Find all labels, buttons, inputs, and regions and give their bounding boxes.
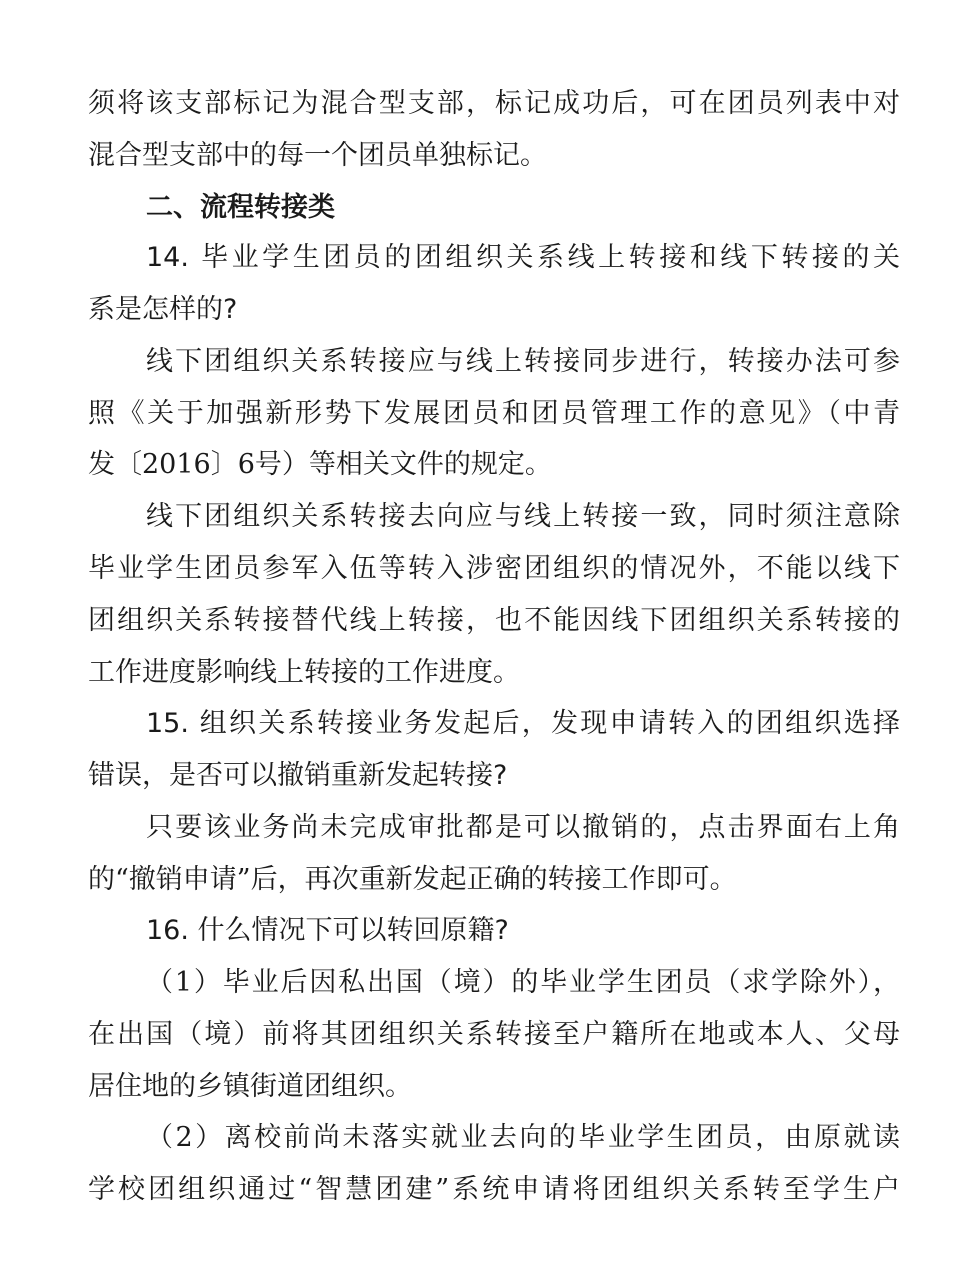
- paragraph-line: 的“撤销申请”后，再次重新发起正确的转接工作即可。: [88, 864, 737, 895]
- section-heading: 二、流程转接类: [146, 192, 335, 223]
- question-16-line: 16. 什么情况下可以转回原籍?: [146, 915, 509, 946]
- question-15-line: 15. 组织关系转接业务发起后，发现申请转入的团组织选择: [146, 708, 900, 739]
- paragraph-line: 须将该支部标记为混合型支部，标记成功后，可在团员列表中对: [88, 88, 900, 119]
- question-15-line: 错误，是否可以撤销重新发起转接?: [88, 760, 508, 791]
- paragraph-line: 线下团组织关系转接应与线上转接同步进行，转接办法可参: [146, 346, 900, 377]
- paragraph-line: 毕业学生团员参军入伍等转入涉密团组织的情况外，不能以线下: [88, 553, 900, 584]
- list-item-line: 在出国（境）前将其团组织关系转接至户籍所在地或本人、父母: [88, 1019, 900, 1050]
- list-item-line: （2）离校前尚未落实就业去向的毕业学生团员，由原就读: [146, 1122, 900, 1153]
- question-14-line: 14. 毕业学生团员的团组织关系线上转接和线下转接的关: [146, 242, 900, 273]
- paragraph-line: 线下团组织关系转接去向应与线上转接一致，同时须注意除: [146, 501, 900, 532]
- question-14-line: 系是怎样的?: [88, 294, 238, 325]
- list-item-line: 学校团组织通过“智慧团建”系统申请将团组织关系转至学生户: [88, 1174, 900, 1205]
- paragraph-line: 照《关于加强新形势下发展团员和团员管理工作的意见》（中青: [88, 398, 900, 429]
- paragraph-line: 只要该业务尚未完成审批都是可以撤销的，点击界面右上角: [146, 812, 900, 843]
- paragraph-line: 工作进度影响线上转接的工作进度。: [88, 657, 520, 688]
- paragraph-line: 团组织关系转接替代线上转接，也不能因线下团组织关系转接的: [88, 605, 900, 636]
- list-item-line: 居住地的乡镇街道团组织。: [88, 1071, 412, 1102]
- paragraph-line: 混合型支部中的每一个团员单独标记。: [88, 140, 547, 171]
- paragraph-line: 发〔2016〕6号）等相关文件的规定。: [88, 449, 552, 480]
- list-item-line: （1）毕业后因私出国（境）的毕业学生团员（求学除外），: [146, 967, 900, 998]
